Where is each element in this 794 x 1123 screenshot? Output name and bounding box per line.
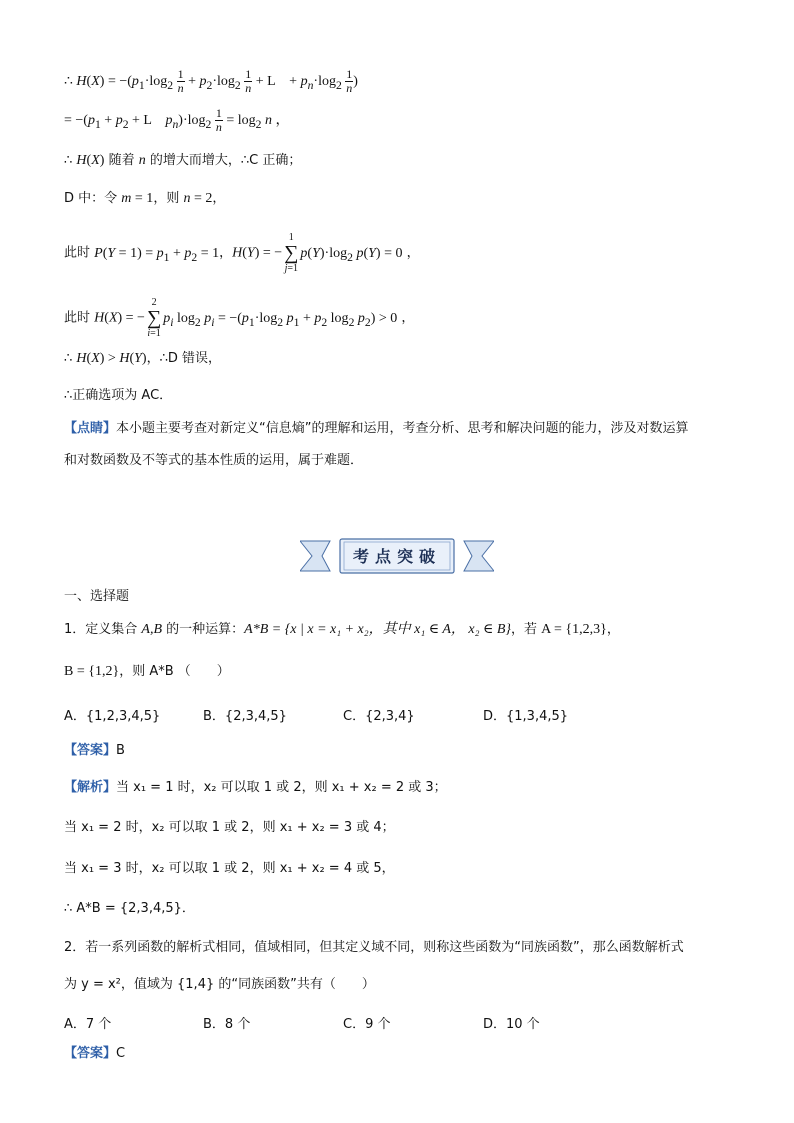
question-1-line-2: B = {1,2}，则 A*B （ ） [64, 664, 230, 679]
kaodian-tupo-banner [300, 537, 494, 575]
q1-analysis-3: 当 x₁ = 3 时，x₂ 可以取 1 或 2，则 x₁ + x₂ = 4 或 5， [64, 861, 395, 876]
q1-option-b: B．{2,3,4,5} [203, 709, 287, 724]
dianjing-tag: 【点睛】 [64, 421, 117, 436]
answer-value: C [116, 1046, 126, 1061]
analysis-tag: 【解析】 [64, 780, 117, 795]
answer-value: B [116, 743, 125, 758]
derivation-line-5: 此时 $P(Y = 1) = p_1 + p_2 = 1$，H(Y) = − 1 ∑ j=1 $p(Y)\cdot\log_2$ p(Y) = 0 ， [64, 232, 420, 274]
answer-tag: 【答案】 [64, 1046, 117, 1061]
final-answer-line: ∴正确选项为 AC． [64, 388, 173, 403]
section-heading: 一、选择题 [64, 589, 130, 604]
q1-analysis-2: 当 x₁ = 2 时，x₂ 可以取 1 或 2，则 x₁ + x₂ = 3 或 4； [64, 820, 395, 835]
q2-option-c: C．9 个 [343, 1017, 391, 1032]
q2-option-d: D．10 个 [483, 1017, 540, 1032]
question-2-line-1: 2．若一系列函数的解析式相同，值域相同，但其定义域不同，则称这些函数为“同族函数”，那么函数解析式 [64, 940, 684, 955]
derivation-line-2: = $-(p_1 + p_2 + L$ $p_n)\cdot\log_2$ $\frac{1}{n}$ = $\log_2 n$ ， [64, 106, 290, 134]
q2-answer [64, 1045, 125, 1063]
q1-answer [64, 742, 125, 760]
derivation-line-1: ∴ $H(X) = -(p_1\cdot\log_2$ $\frac{1}{n}$ + $p_2\cdot\log_2$ $\frac{1}{n}$ + L + $p_n\cdot\log_2$ $\frac{1}{n}$ ) [64, 67, 358, 95]
dianjing-line-2: 和对数函数及不等式的基本性质的运用，属于难题． [64, 453, 364, 468]
q1-analysis-4: ∴ A*B = {2,3,4,5}． [64, 901, 195, 916]
dianjing-line-1 [64, 420, 689, 438]
question-1-line-1: 1．定义集合 A,B 的一种运算：A*B = {x | x = x₁ + x₂，其中 x₁ ∈ A， x₂ ∈ B}，若 A = {1,2,3}， [64, 622, 620, 637]
q2-option-a: A．7 个 [64, 1017, 112, 1032]
question-2-line-2: 为 y = x²，值域为 {1,4} 的“同族函数”共有（ ） [64, 977, 375, 992]
q1-option-c: C．{2,3,4} [343, 709, 415, 724]
banner-title: 考点突破 [352, 547, 442, 566]
part-d-intro: D 中：令 m = 1，则 n = 2， [64, 191, 226, 206]
dianjing-text-1: 本小题主要考查对新定义“信息熵”的理解和运用，考查分析、思考和解决问题的能力，涉及对数运算 [116, 421, 689, 436]
q1-option-d: D．{1,3,4,5} [483, 709, 569, 724]
derivation-line-6: 此时 H(X) = − 2 ∑ i=1 $p_i$ $\log_2 p_i = -(p_1\cdot\log_2$ $p_1 + p_2$ $\log_2 p_2) > 0$ ， [64, 297, 415, 339]
q2-option-b: B．8 个 [203, 1017, 251, 1032]
q1-analysis-1: 【解析】当 x₁ = 1 时，x₂ 可以取 1 或 2，则 x₁ + x₂ = 2 或 3； [64, 780, 447, 795]
conclusion-c: ∴ H(X) 随着 n 的增大而增大，∴C 正确； [64, 153, 302, 168]
answer-tag: 【答案】 [64, 743, 117, 758]
q1-option-a: A．{1,2,3,4,5} [64, 709, 161, 724]
conclusion-d: ∴ H(X) > H(Y)，∴D 错误， [64, 351, 222, 366]
